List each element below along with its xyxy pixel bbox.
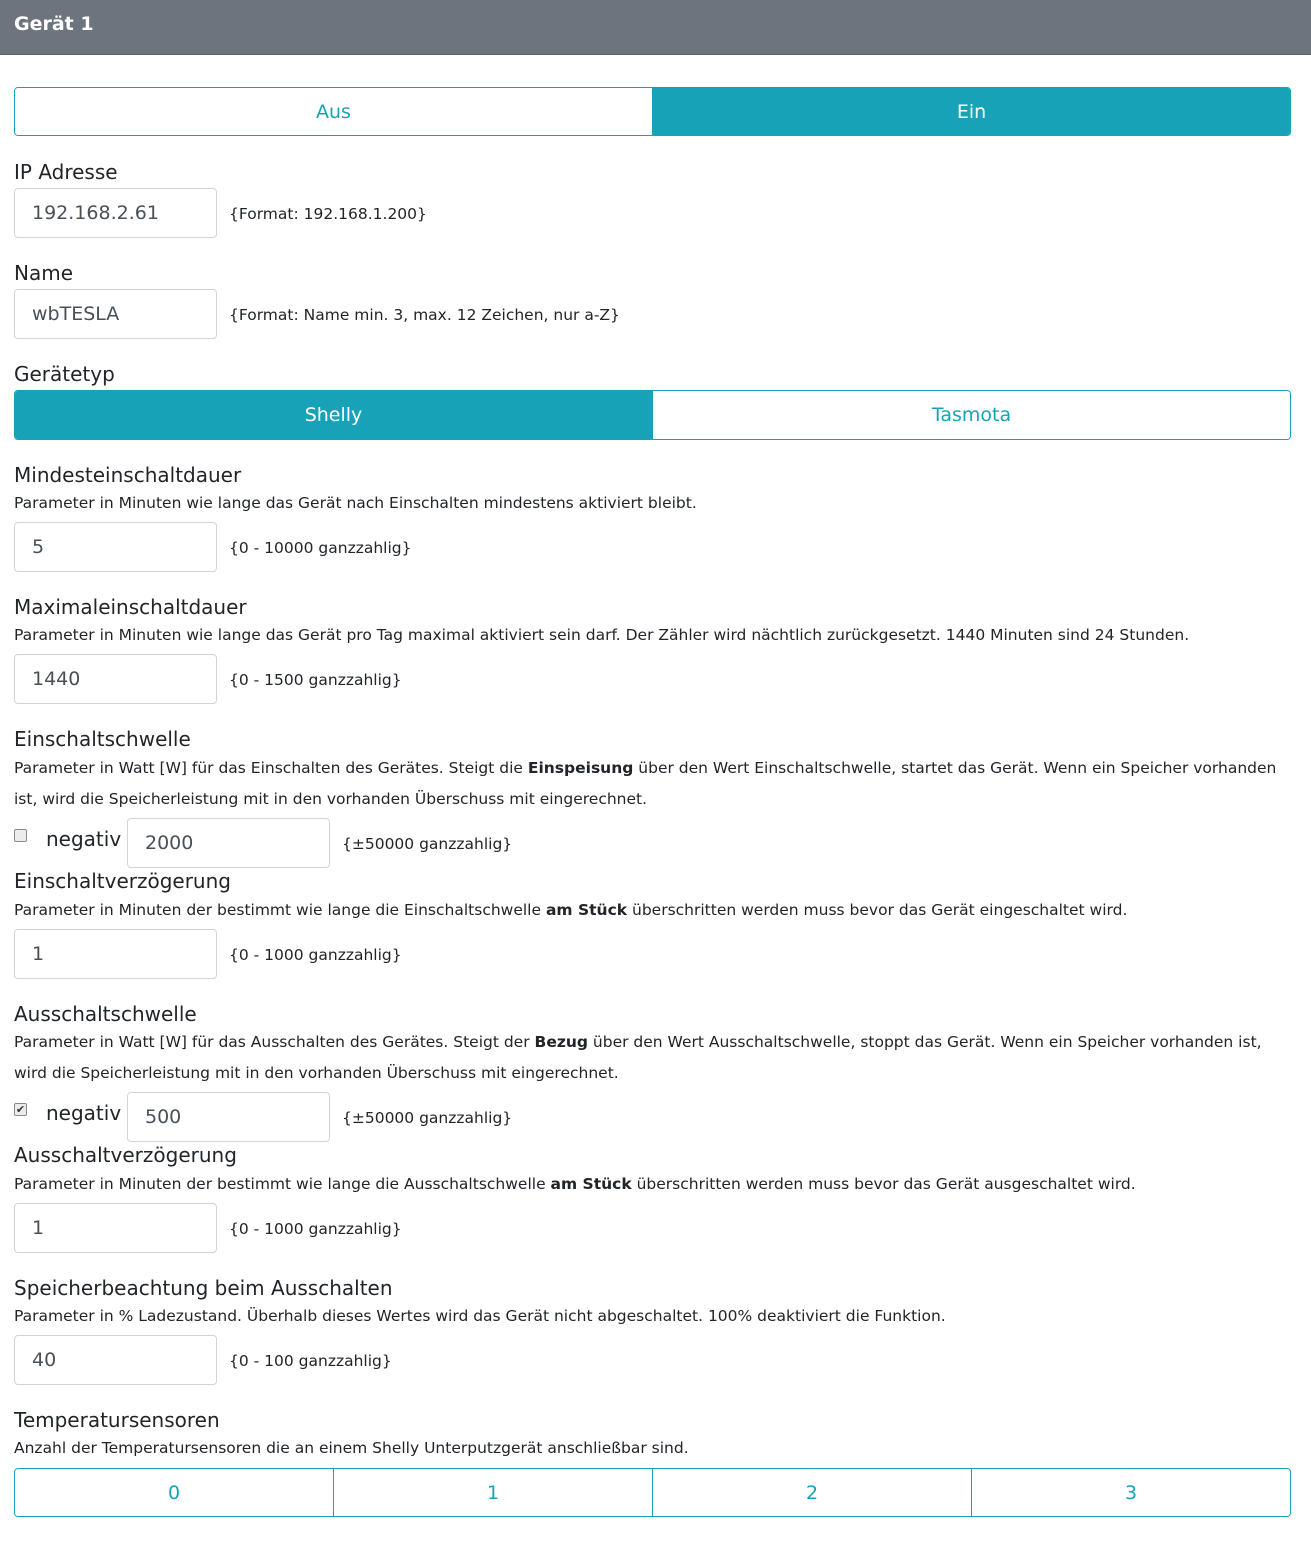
ip-hint: {Format: 192.168.1.200} (229, 205, 427, 223)
temp-sensors-3-button[interactable]: 3 (971, 1469, 1290, 1516)
min-on-hint: {0 - 10000 ganzzahlig} (229, 539, 412, 557)
power-toggle-group (14, 87, 1291, 136)
max-on-description: Parameter in Minuten wie lange das Gerät pro Tag maximal aktiviert sein darf. Der Zähler wird nächtlich zurückgesetzt. 1440 Minuten sind 24 Stunden. (14, 626, 1190, 644)
on-delay-input[interactable]: 1 (14, 929, 217, 979)
on-threshold-negative-label: negativ (46, 827, 122, 851)
device-type-group (14, 390, 1291, 440)
off-delay-emphasis: am Stück (550, 1175, 632, 1193)
device-type-label: Gerätetyp (14, 362, 115, 386)
on-delay-label: Einschaltverzögerung (14, 869, 231, 893)
temp-sensors-description: Anzahl der Temperatursensoren die an einem Shelly Unterputzgerät anschließbar sind. (14, 1439, 689, 1457)
device-type-tasmota-button[interactable]: Tasmota (652, 391, 1290, 439)
on-delay-emphasis: am Stück (545, 901, 628, 919)
name-label: Name (14, 261, 74, 285)
temp-sensors-label: Temperatursensoren (14, 1408, 220, 1432)
temp-sensors-2-button[interactable]: 2 (652, 1469, 971, 1516)
off-threshold-label: Ausschaltschwelle (14, 1002, 197, 1026)
storage-description: Parameter in % Ladezustand. Überhalb dieses Wertes wird das Gerät nicht abgeschaltet. 100% deaktiviert die Funktion. (14, 1307, 946, 1325)
off-delay-label: Ausschaltverzögerung (14, 1143, 237, 1167)
storage-input[interactable]: 40 (14, 1335, 217, 1385)
off-threshold-description: Parameter in Watt [W] für das Ausschalten des Gerätes. Steigt der Bezug über den Wert Ausschaltschwelle, stoppt das Gerät. Wenn ein Speicher vorhanden ist, wird die Speicherleistung mit in den vorhanden Überschuss mit eingerechnet. (14, 1033, 1262, 1082)
power-off-button[interactable]: Aus (15, 88, 652, 135)
power-on-button[interactable]: Ein (652, 88, 1290, 135)
off-threshold-hint: {±50000 ganzzahlig} (342, 1109, 513, 1127)
off-threshold-input[interactable]: 500 (127, 1092, 330, 1142)
storage-hint: {0 - 100 ganzzahlig} (229, 1352, 392, 1370)
name-hint: {Format: Name min. 3, max. 12 Zeichen, nur a-Z} (229, 306, 620, 324)
device-type-shelly-button[interactable]: Shelly (15, 391, 652, 439)
on-threshold-negative-checkbox[interactable] (14, 829, 27, 842)
on-threshold-emphasis: Einspeisung (527, 759, 634, 777)
on-delay-hint: {0 - 1000 ganzzahlig} (229, 946, 402, 964)
off-threshold-negative-label: negativ (46, 1101, 122, 1125)
off-threshold-negative-checkbox[interactable]: ✔ (15, 1103, 26, 1116)
on-threshold-hint: {±50000 ganzzahlig} (342, 835, 513, 853)
ip-label: IP Adresse (14, 160, 118, 184)
on-threshold-label: Einschaltschwelle (14, 727, 191, 751)
card-header (0, 0, 1311, 55)
temp-sensors-0-button[interactable]: 0 (15, 1469, 333, 1516)
min-on-label: Mindesteinschaltdauer (14, 463, 242, 487)
on-delay-description: Parameter in Minuten der bestimmt wie lange die Einschaltschwelle am Stück überschritten werden muss bevor das Gerät eingeschaltet wird. (14, 901, 1128, 919)
min-on-description: Parameter in Minuten wie lange das Gerät nach Einschalten mindestens aktiviert bleibt. (14, 494, 697, 512)
off-delay-hint: {0 - 1000 ganzzahlig} (229, 1220, 402, 1238)
ip-input[interactable]: 192.168.2.61 (14, 188, 217, 238)
on-threshold-input[interactable]: 2000 (127, 818, 330, 868)
temp-sensors-1-button[interactable]: 1 (333, 1469, 652, 1516)
min-on-input[interactable]: 5 (14, 522, 217, 572)
off-delay-description: Parameter in Minuten der bestimmt wie lange die Ausschaltschwelle am Stück überschritten werden muss bevor das Gerät ausgeschaltet wird. (14, 1175, 1136, 1193)
off-delay-input[interactable]: 1 (14, 1203, 217, 1253)
temp-sensors-group (14, 1468, 1291, 1517)
max-on-label: Maximaleinschaltdauer (14, 595, 247, 619)
device-title: Gerät 1 (14, 13, 94, 35)
max-on-input[interactable]: 1440 (14, 654, 217, 704)
off-threshold-emphasis: Bezug (534, 1033, 588, 1051)
max-on-hint: {0 - 1500 ganzzahlig} (229, 671, 402, 689)
on-threshold-description: Parameter in Watt [W] für das Einschalten des Gerätes. Steigt die Einspeisung über den Wert Einschaltschwelle, startet das Gerät. Wenn ein Speicher vorhanden ist, wird die Speicherleistung mit in den vorhanden Überschuss mit eingerechnet. (14, 759, 1277, 808)
name-input[interactable]: wbTESLA (14, 289, 217, 339)
storage-label: Speicherbeachtung beim Ausschalten (14, 1276, 393, 1300)
